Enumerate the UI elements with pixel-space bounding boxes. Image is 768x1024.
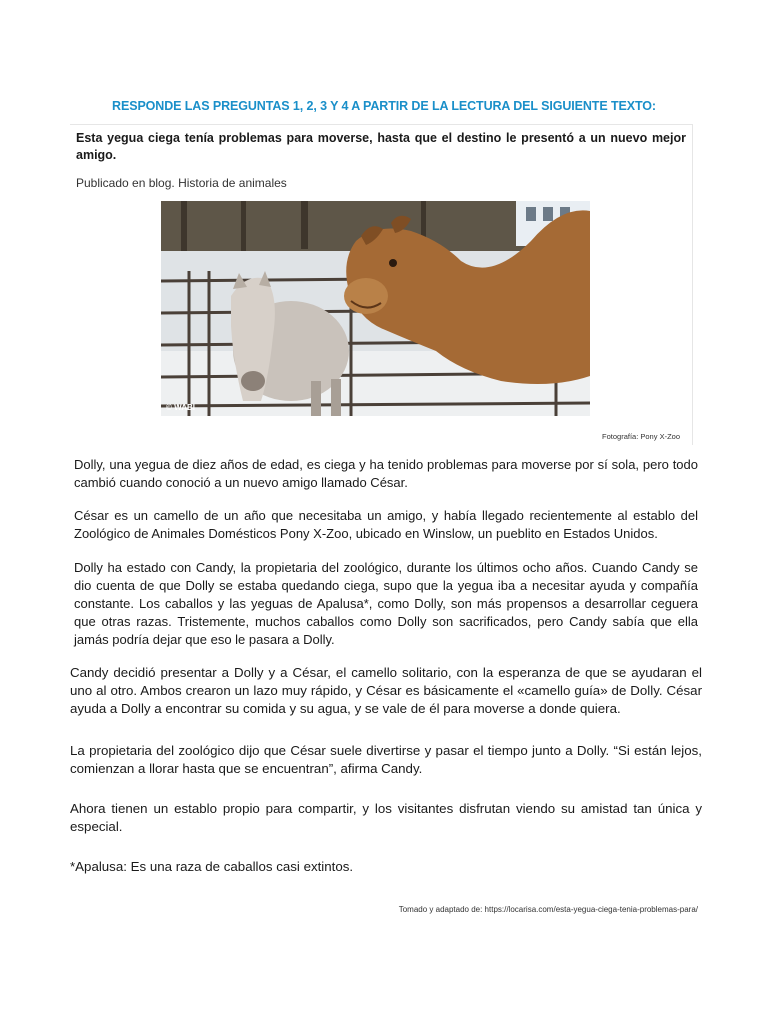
paragraph-6: Ahora tienen un establo propio para compartir, y los visitantes disfrutan viendo su amistad tan única y especial.	[70, 801, 702, 834]
paragraph-1: Dolly, una yegua de diez años de edad, es ciega y ha tenido problemas para moverse por sí sola, pero todo cambió cuando conoció a un nuevo amigo llamado César.	[74, 457, 698, 490]
source-citation: Tomado y adaptado de: https://locarisa.com/esta-yegua-ciega-tenia-problemas-para/	[398, 905, 698, 914]
photo-credit: Fotografía: Pony X-Zoo	[602, 432, 680, 441]
article-byline: Publicado en blog. Historia de animales	[76, 176, 287, 190]
article-photo	[161, 201, 590, 416]
footnote-apalusa: *Apalusa: Es una raza de caballos casi extintos.	[70, 859, 354, 874]
paragraph-2: César es un camello de un año que necesitaba un amigo, y había llegado recientemente al establo del Zoológico de Animales Domésticos Pony X-Zoo, ubicado en Winslow, un pueblito en Estados Unidos.	[74, 508, 698, 541]
paragraph-3: Dolly ha estado con Candy, la propietaria del zoológico, durante los últimos ocho años. Cuando Candy se dio cuenta de que Dolly se estaba quedando ciega, supo que la yegua iba a necesitar ayuda y compañía constante. Los caballos y las yeguas de Apalusa*, como Dolly, son más propensos a desarrollar ceguera que otras razas. Tristemente, muchos caballos como Dolly son sacrificados, pero Candy sabía que ella jamás podría dejar que eso le pasara a Dolly.	[74, 560, 698, 647]
article-subtitle: Esta yegua ciega tenía problemas para moverse, hasta que el destino le presentó a un nuevo mejor amigo.	[76, 131, 686, 162]
paragraph-5: La propietaria del zoológico dijo que César suele divertirse y pasar el tiempo junto a Dolly. “Si están lejos, comienzan a llorar hasta que se encuentran”, afirma Candy.	[70, 743, 702, 776]
paragraph-4: Candy decidió presentar a Dolly y a César, el camello solitario, con la esperanza de que se ayudaran el uno al otro. Ambos crearon un lazo muy rápido, y César es básicamente el «camello guía» de Dolly. César ayuda a Dolly a encontrar su comida y su agua, y se vale de él para moverse a donde quiera.	[70, 665, 702, 716]
photo-watermark: © WABI	[166, 403, 196, 412]
instructions-heading: RESPONDE LAS PREGUNTAS 1, 2, 3 Y 4 A PARTIR DE LA LECTURA DEL SIGUIENTE TEXTO:	[112, 99, 656, 113]
